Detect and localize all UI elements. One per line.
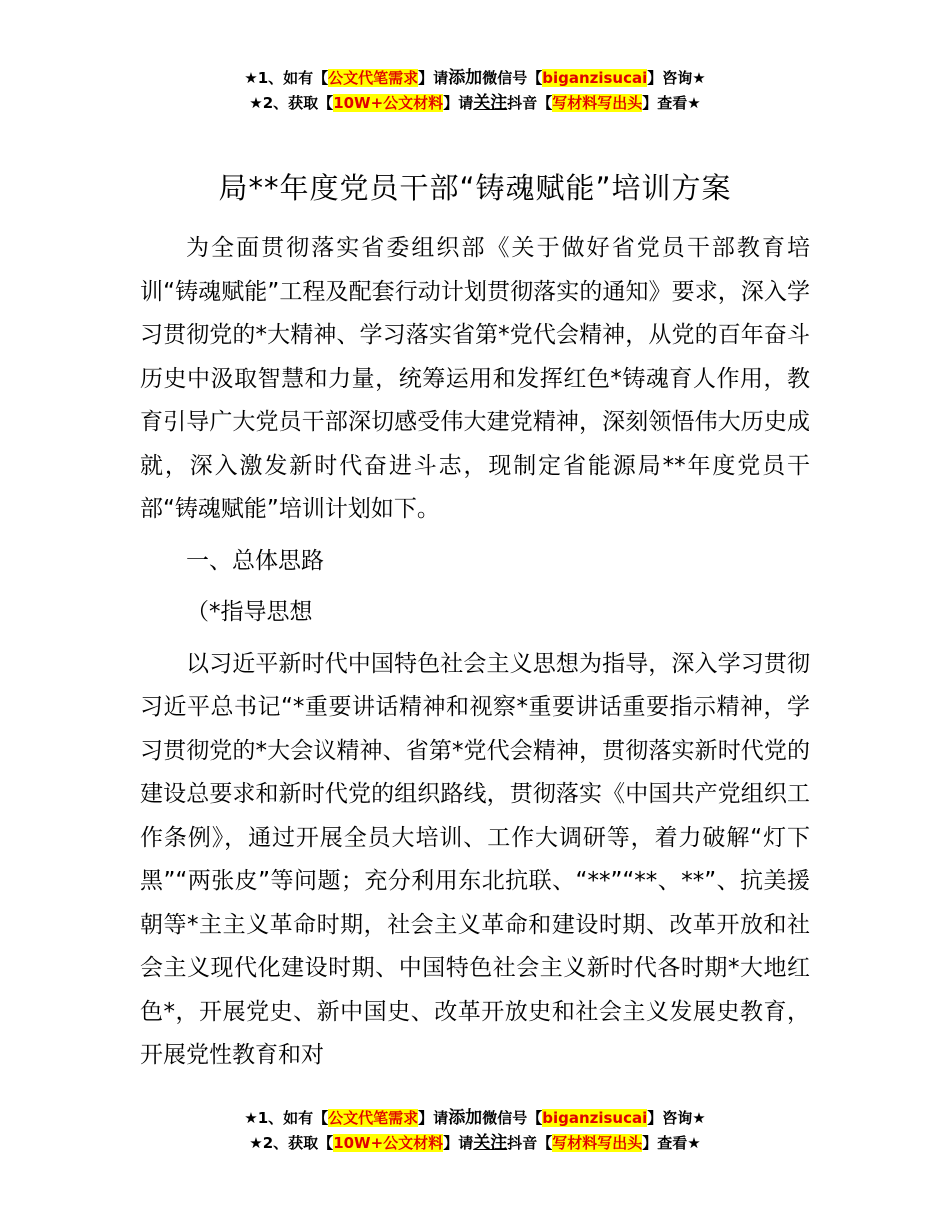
highlight-wechat-id: biganzisucai bbox=[542, 1109, 648, 1127]
body-paragraph: 以习近平新时代中国特色社会主义思想为指导，深入学习贯彻习近平总书记“*重要讲话精神和视察*重要讲话重要指示精神，学习贯彻党的*大会议精神、省第*党代会精神，贯彻落实新时代党的建设总要求和新时代党的组织路线，贯彻落实《中国共产党组织工作条例》，通过开展全员大培训、工作大调研等，着力破解“灯下黑”“两张皮”等问题；充分利用东北抗联、“**”“**、**”、抗美援朝等*主主义革命时期，社会主义革命和建设时期、改革开放和社会主义现代化建设时期、中国特色社会主义新时代各时期*大地红色*，开展党史、新中国史、改革开放史和社会主义发展史教育，开展党性教育和对 bbox=[140, 650, 810, 1068]
document-page bbox=[140, 165, 810, 1078]
highlight-service: 公文代笔需求 bbox=[328, 69, 419, 87]
highlight-service: 公文代笔需求 bbox=[328, 1109, 419, 1127]
section-heading: 一、总体思路 bbox=[186, 547, 324, 574]
highlight-wechat-id: biganzisucai bbox=[542, 69, 648, 87]
document-title: 局**年度党员干部“铸魂赋能”培训方案 bbox=[218, 171, 732, 205]
highlight-materials: 10W+公文材料 bbox=[333, 1134, 444, 1152]
intro-paragraph: 为全面贯彻落实省委组织部《关于做好省党员干部教育培训“铸魂赋能”工程及配套行动计划贯彻落实的通知》要求，深入学习贯彻党的*大精神、学习落实省第*党代会精神，从党的百年奋斗历史中汲取智慧和力量，统筹运用和发挥红色*铸魂育人作用，教育引导广大党员干部深切感受伟大建党精神，深刻领悟伟大历史成就，深入激发新时代奋进斗志，现制定省能源局**年度党员干部“铸魂赋能”培训计划如下。 bbox=[140, 235, 810, 522]
highlight-douyin: 写材料写出头 bbox=[552, 94, 643, 112]
promo-line-2: ★2、获取【10W+公文材料】请关注抖音【写材料写出头】查看★ bbox=[249, 1133, 701, 1153]
highlight-douyin: 写材料写出头 bbox=[552, 1134, 643, 1152]
promo-banner-top bbox=[0, 66, 950, 116]
promo-line-2: ★2、获取【10W+公文材料】请关注抖音【写材料写出头】查看★ bbox=[249, 93, 701, 113]
subsection-heading: （*指导思想 bbox=[186, 599, 313, 625]
highlight-materials: 10W+公文材料 bbox=[333, 94, 444, 112]
promo-line-1: ★1、如有【公文代笔需求】请添加微信号【biganzisucai】咨询★ bbox=[244, 1108, 706, 1128]
promo-line-1: ★1、如有【公文代笔需求】请添加微信号【biganzisucai】咨询★ bbox=[244, 68, 706, 88]
promo-banner-bottom bbox=[0, 1106, 950, 1156]
